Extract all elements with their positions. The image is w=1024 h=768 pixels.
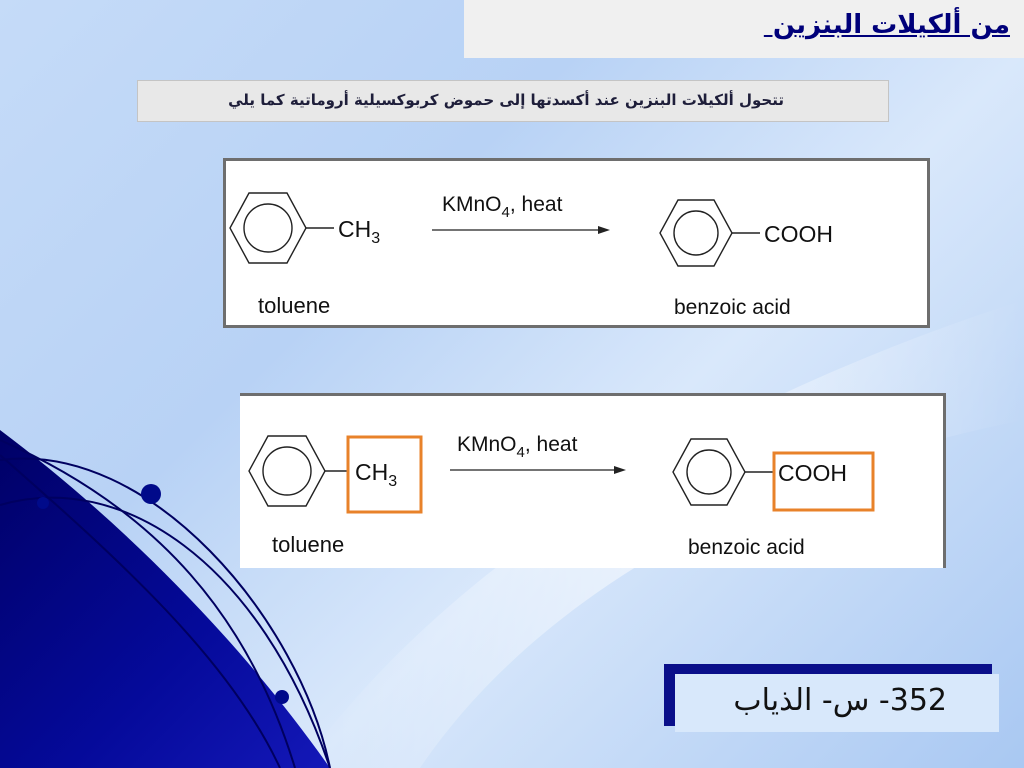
reaction-1-drawing (226, 161, 927, 325)
intro-text: تتحول ألكيلات البنزين عند أكسدتها إلى حموض كربوكسيلية أروماتية كما يلي (228, 91, 784, 109)
product-name: benzoic acid (688, 536, 805, 559)
intro-box (137, 80, 889, 122)
product-group-label: COOH (764, 221, 833, 247)
reaction-scheme-2 (240, 393, 946, 568)
decor-dot-bottom (275, 690, 289, 704)
benzene-ring-reactant (230, 193, 334, 263)
footer-text: 352- س- الذياب (733, 683, 947, 718)
decor-dot-large (141, 484, 161, 504)
reaction-arrow (432, 226, 610, 234)
decor-dot-small (37, 497, 49, 509)
reagent-label: KMnO$_4$, heat (442, 193, 563, 221)
slide-title: من ألكيلات البنزين (763, 10, 1010, 40)
benzene-ring-product (660, 200, 760, 266)
substituent-label: $CH_3$ (355, 459, 398, 490)
reactant-name: toluene (258, 293, 331, 318)
title-banner (464, 0, 1024, 58)
reagent-label: KMnO$_4$, heat (457, 433, 578, 461)
reaction-scheme-1 (223, 158, 930, 328)
reactant-name: toluene (272, 532, 345, 557)
reaction-2-drawing (240, 396, 943, 568)
footer-box (675, 674, 999, 732)
benzene-ring-reactant (249, 436, 348, 506)
reaction-arrow (450, 466, 626, 474)
product-name: benzoic acid (674, 296, 791, 319)
substituent-label: $CH_3$ (338, 216, 381, 247)
benzene-ring-product (673, 439, 774, 505)
product-group-label: COOH (778, 460, 847, 486)
